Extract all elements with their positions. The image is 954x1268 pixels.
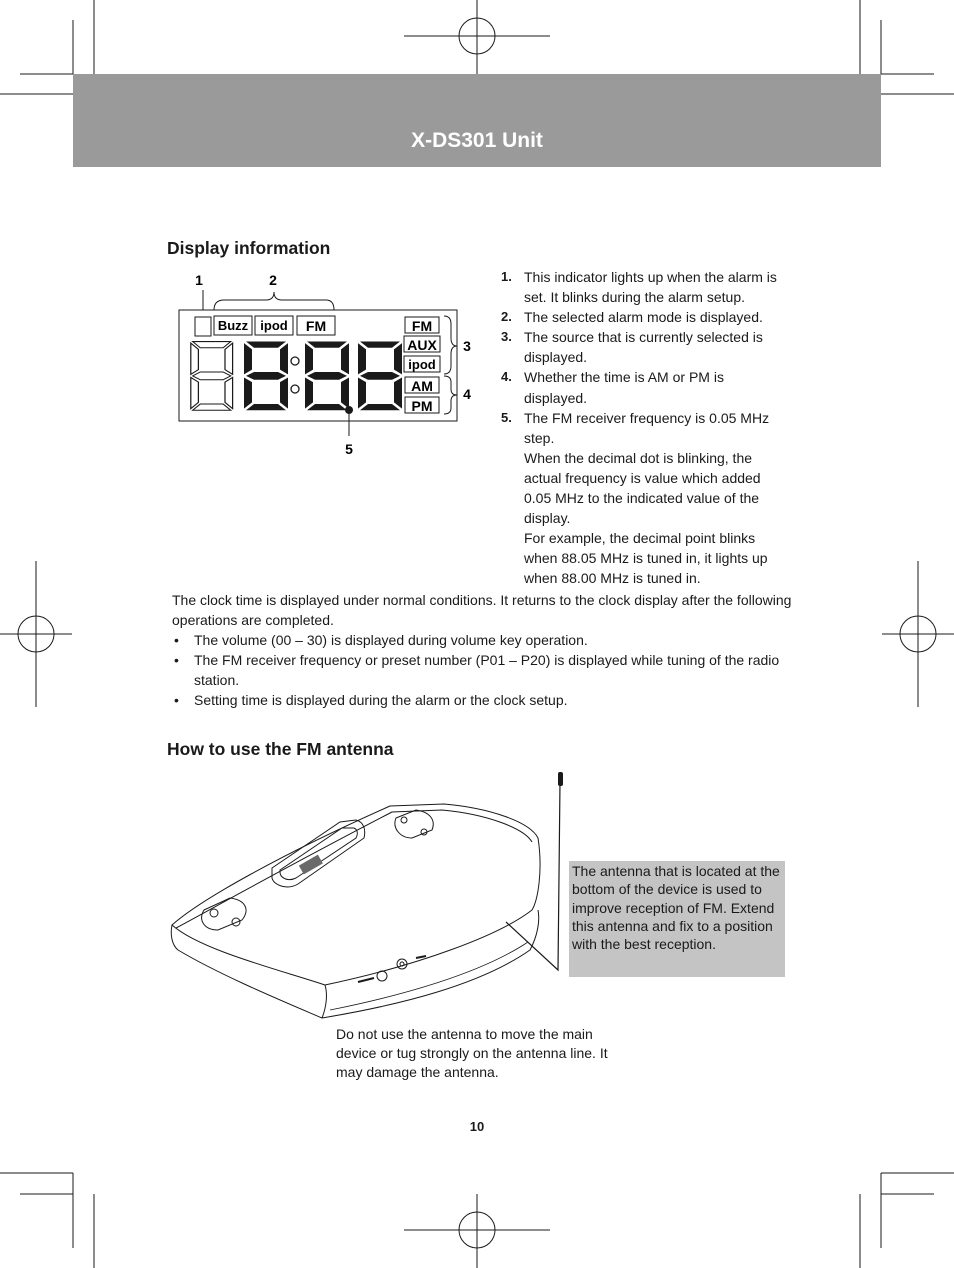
list-item: 3. The source that is currently selected is displayed. xyxy=(501,329,763,366)
list-item: 4. Whether the time is AM or PM is displayed. xyxy=(501,369,724,406)
device-illustration xyxy=(160,760,580,1030)
list-item: • The FM receiver frequency or preset number (P01 – P20) is displayed while tuning of the radio station. xyxy=(172,650,792,690)
list-item: 5. The FM receiver frequency is 0.05 MHz step. When the decimal dot is blinking, the actual frequency is value which added 0.05 MHz to the indicated value of the display. For example, the decimal point blinks when 88.05 MHz is tuned in, it lights up when 88.00 MHz is tuned in. xyxy=(501,409,770,587)
callout-3: 3 xyxy=(463,338,471,354)
header-band xyxy=(73,74,881,167)
page-number: 10 xyxy=(469,1119,485,1134)
list-item: • Setting time is displayed during the alarm or the clock setup. xyxy=(172,690,792,710)
lcd-ipod-label: ipod xyxy=(260,318,288,333)
display-operations-list xyxy=(172,630,792,710)
callout-4: 4 xyxy=(463,386,471,402)
display-information-heading: Display information xyxy=(167,238,331,258)
lcd-source-fm: FM xyxy=(411,318,433,334)
list-item: 2. The selected alarm mode is displayed. xyxy=(501,309,763,326)
antenna-callout: The antenna that is located at the bottom of the device is used to improve reception of FM. Extend this antenna and fix to a position with the best reception. xyxy=(569,861,785,977)
lcd-fm-label: FM xyxy=(305,318,327,334)
list-item: 1. This indicator lights up when the alarm is set. It blinks during the alarm setup. xyxy=(501,269,777,306)
antenna-warning: Do not use the antenna to move the main device or tug strongly on the antenna line. It may damage the antenna. xyxy=(336,1026,608,1080)
display-indicator-list xyxy=(500,267,790,589)
callout-2: 2 xyxy=(269,272,277,288)
lcd-source-aux: AUX xyxy=(407,337,437,353)
lcd-am-label: AM xyxy=(411,378,433,394)
lcd-buzz-label: Buzz xyxy=(217,318,249,333)
callout-5: 5 xyxy=(345,441,353,457)
clock-display-paragraph: The clock time is displayed under normal conditions. It returns to the clock display after the following operations are completed. xyxy=(172,592,792,629)
page-title: X-DS301 Unit xyxy=(411,129,543,152)
lcd-decimal-point xyxy=(345,406,353,414)
callout-1: 1 xyxy=(195,272,203,288)
lcd-source-ipod: ipod xyxy=(408,357,436,372)
fm-antenna-heading: How to use the FM antenna xyxy=(167,739,394,759)
lcd-display-diagram xyxy=(170,268,480,468)
lcd-pm-label: PM xyxy=(411,398,433,414)
list-item: • The volume (00 – 30) is displayed during volume key operation. xyxy=(172,630,792,650)
